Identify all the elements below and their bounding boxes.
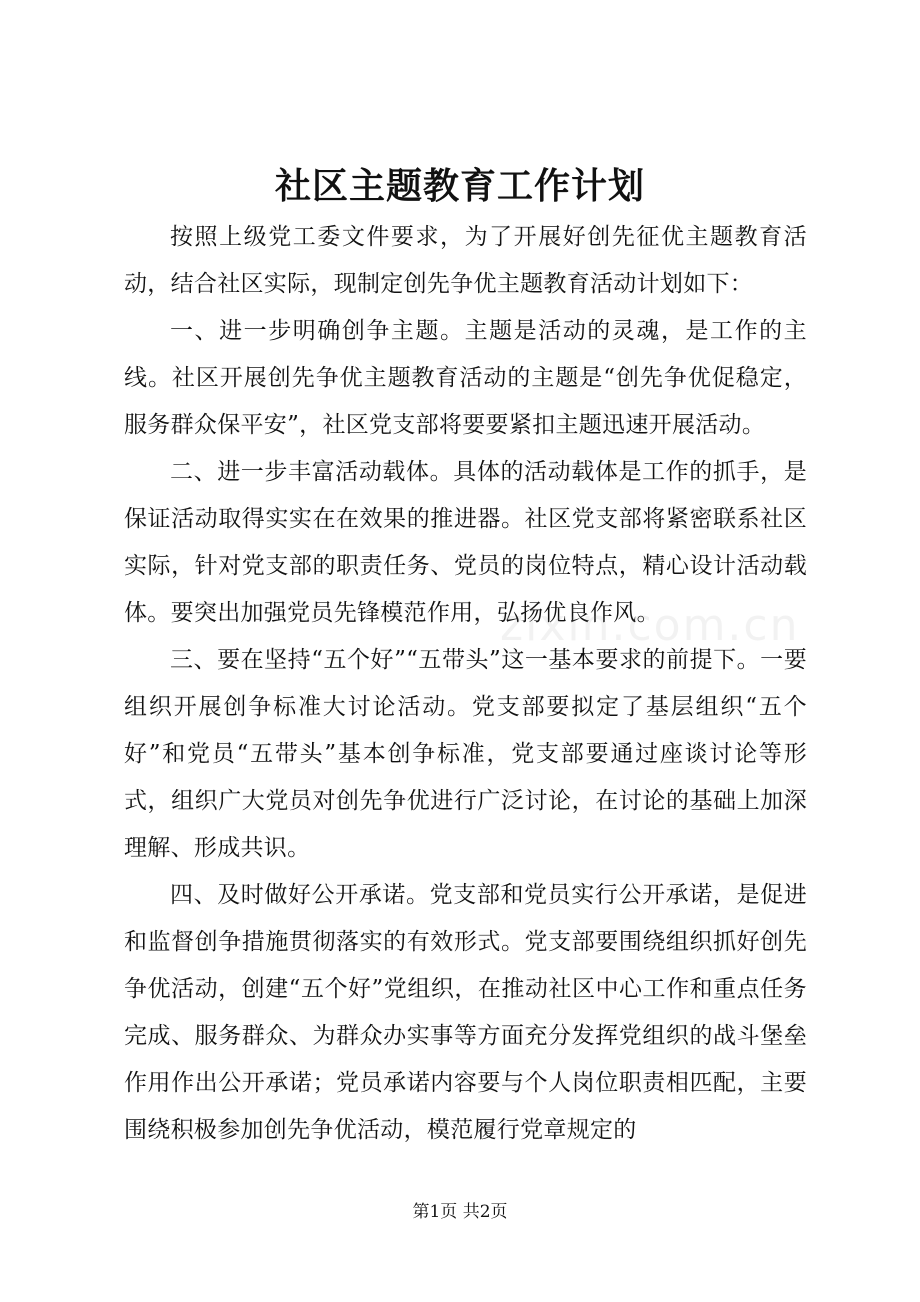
paragraph-section-3: 三、要在坚持“五个好”“五带头”这一基本要求的前提下。一要组织开展创争标准大讨论活动。党支部要拟定了基层组织“五个好”和党员“五带头”基本创争标准，党支部要通过座谈讨论等形式，组织广大党员对创先争优进行广泛讨论，在讨论的基础上加深理解、形成共识。 <box>124 647 807 861</box>
paragraph-section-4: 四、及时做好公开承诺。党支部和党员实行公开承诺，是促进和监督创争措施贯彻落实的有效形式。党支部要围绕组织抓好创先争优活动，创建“五个好”党组织，在推动社区中心工作和重点任务完成、服务群众、为群众办实事等方面充分发挥党组织的战斗堡垒作用作出公开承诺；党员承诺内容要与个人岗位职责相匹配，主要围绕积极参加创先争优活动，模范履行党章规定的 <box>124 882 807 1143</box>
paragraph-section-1: 一、进一步明确创争主题。主题是活动的灵魂，是工作的主线。社区开展创先争优主题教育活动的主题是“创先争优促稳定，服务群众保平安”，社区党支部将要要紧扣主题迅速开展活动。 <box>124 318 807 438</box>
watermark: zixin.com.cn <box>500 600 800 651</box>
page-number-footer: 第1页 共2页 <box>412 1202 508 1222</box>
document-title: 社区主题教育工作计划 <box>274 165 645 207</box>
paragraph-section-2: 二、进一步丰富活动载体。具体的活动载体是工作的抓手，是保证活动取得实实在在效果的推进器。社区党支部将紧密联系社区实际，针对党支部的职责任务、党员的岗位特点，精心设计活动载体。要突出加强党员先锋模范作用，弘扬优良作风。 <box>124 459 807 626</box>
document-body <box>124 214 807 1154</box>
paragraph-intro: 按照上级党工委文件要求，为了开展好创先征优主题教育活动，结合社区实际，现制定创先争优主题教育活动计划如下： <box>124 224 807 297</box>
